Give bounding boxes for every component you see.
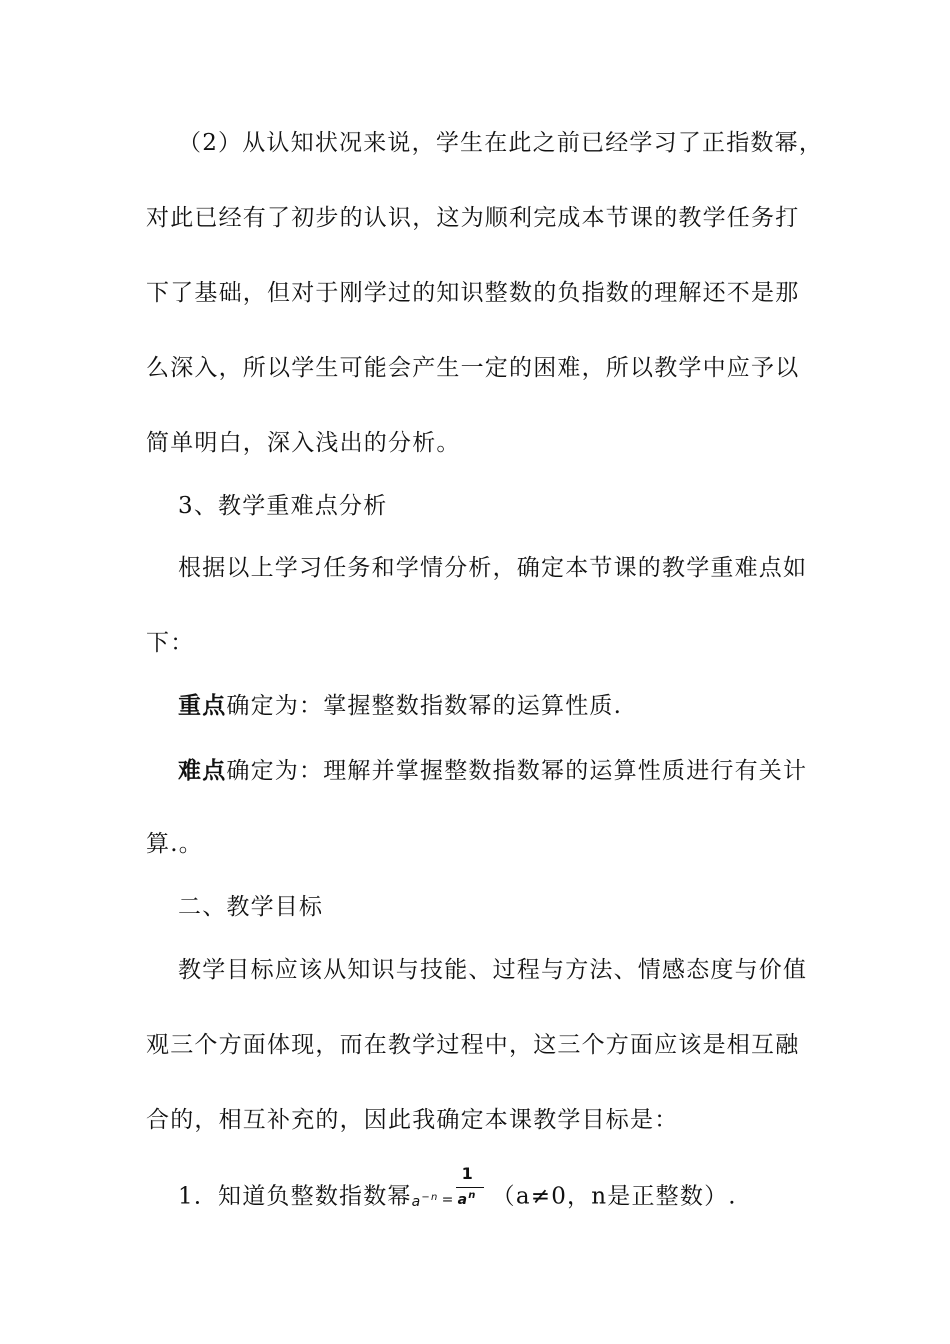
paragraph-line: 么深入，所以学生可能会产生一定的困难，所以教学中应予以: [146, 355, 800, 381]
goal-1-suffix: （a≠0，n是正整数）.: [491, 1183, 737, 1210]
formula-numerator: 1: [461, 1164, 474, 1183]
paragraph-line: 对此已经有了初步的认识，这为顺利完成本节课的教学任务打: [146, 205, 800, 231]
difficult-point-text: 确定为：理解并掌握整数指数幂的运算性质进行有关计: [226, 758, 808, 784]
difficult-point-label: 难点: [178, 757, 227, 784]
key-point-label: 重点: [178, 692, 227, 719]
section-heading-3: 3、教学重难点分析: [178, 493, 388, 519]
formula-denominator: $a^n$: [457, 1190, 477, 1208]
difficult-point-line: [178, 756, 807, 786]
paragraph-line: （2）从认知状况来说，学生在此之前已经学习了正指数幂，: [178, 130, 824, 156]
paragraph-line: 简单明白，深入浅出的分析。: [146, 430, 461, 456]
paragraph-line: 观三个方面体现，而在教学过程中，这三个方面应该是相互融: [146, 1032, 800, 1058]
fraction-bar: [456, 1187, 484, 1188]
formula-lhs: $a^{-n}$: [411, 1192, 439, 1210]
paragraph-line: 根据以上学习任务和学情分析，确定本节课的教学重难点如: [178, 555, 808, 581]
paragraph-line: 教学目标应该从知识与技能、过程与方法、情感态度与价值: [178, 957, 808, 983]
paragraph-line: 算.。: [146, 831, 203, 857]
paragraph-line: 下：: [146, 630, 195, 656]
key-point-line: [178, 691, 622, 721]
negative-exponent-formula: [412, 1164, 492, 1224]
key-point-text: 确定为：掌握整数指数幂的运算性质.: [226, 693, 623, 719]
goal-1-line: [178, 1164, 737, 1224]
goal-1-prefix: 1．知道负整数指数幂: [178, 1183, 412, 1210]
paragraph-line: 下了基础，但对于刚学过的知识整数的负指数的理解还不是那: [146, 280, 800, 306]
paragraph-line: 合的，相互补充的，因此我确定本课教学目标是：: [146, 1107, 679, 1133]
section-heading-2: 二、教学目标: [178, 894, 324, 920]
formula-equals: =: [441, 1192, 455, 1208]
